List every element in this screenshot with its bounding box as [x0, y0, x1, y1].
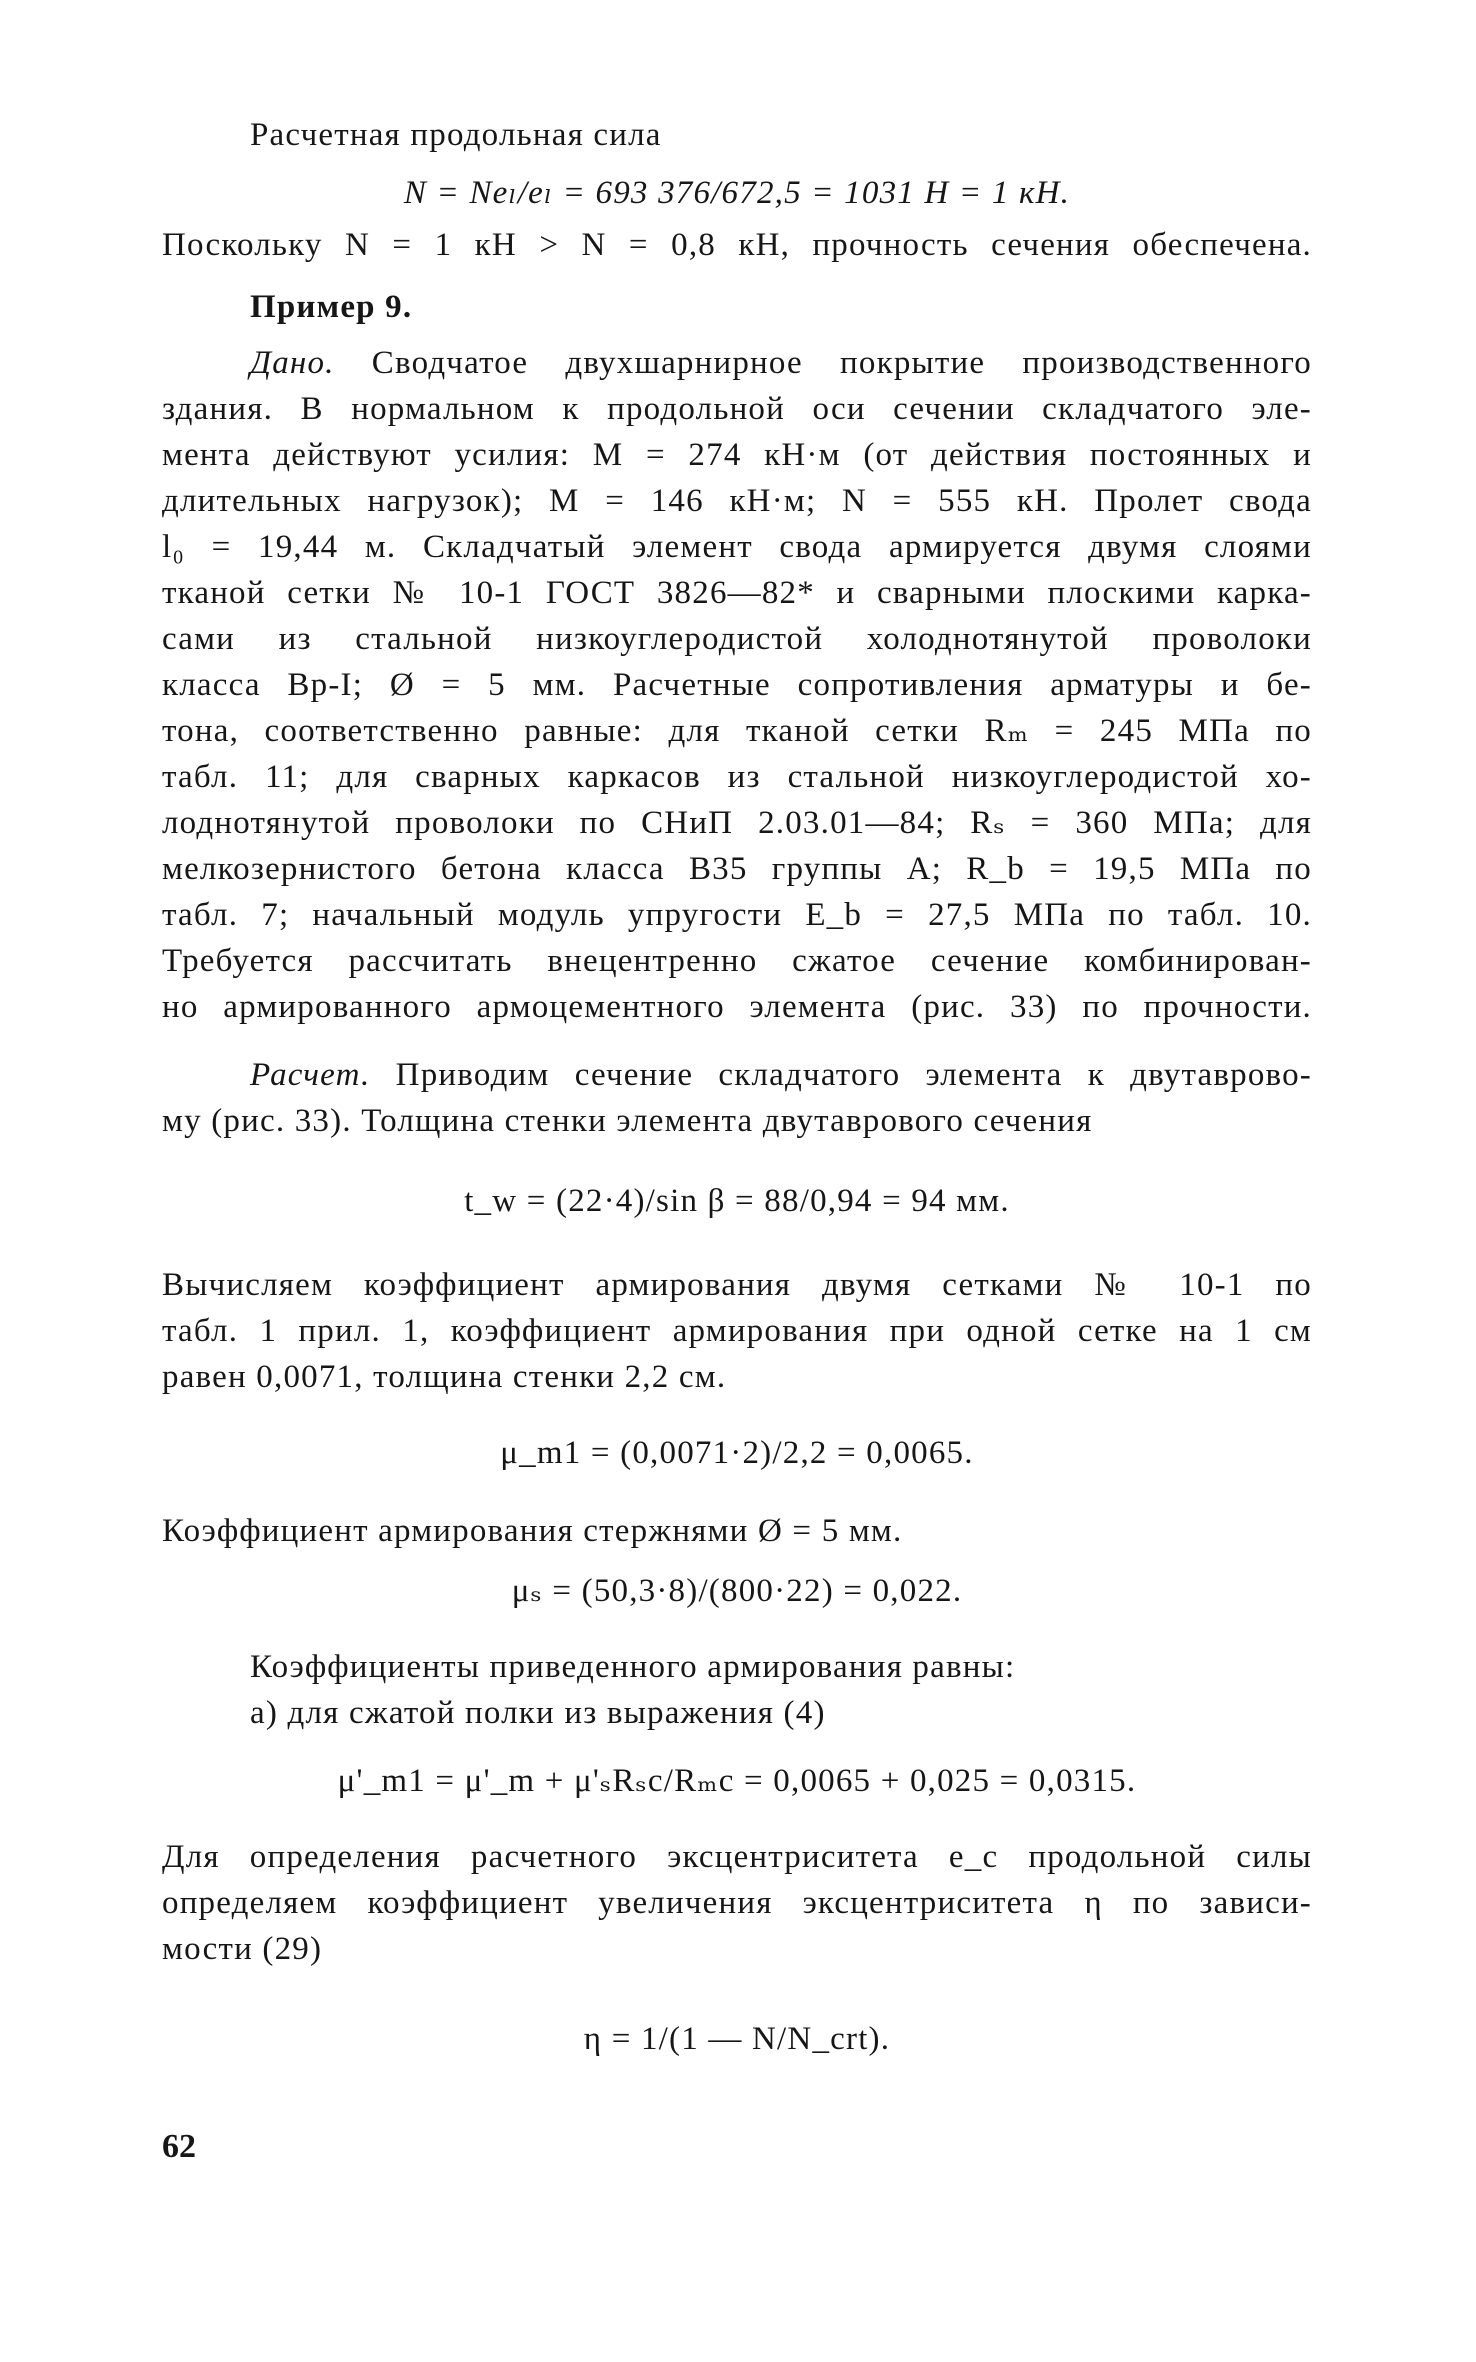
text-line: мости (29) [162, 1931, 323, 1967]
text-line [250, 340, 1312, 386]
text-line: класса Вр-I; Ø = 5 мм. Расчетные сопротивления арматуры и бе- [162, 667, 1312, 703]
text-line: лоднотянутой проволоки по СНиП 2.03.01—84; Rₛ = 360 МПа; для [162, 805, 1312, 841]
text-line: Требуется рассчитать внецентренно сжатое сечение комбинирован- [162, 943, 1312, 979]
text-line: определяем коэффициент увеличения эксцентриситета η по зависи- [162, 1885, 1312, 1921]
text-line: равен 0,0071, толщина стенки 2,2 см. [162, 1359, 727, 1395]
text-line: Вычисляем коэффициент армирования двумя сетками № 10-1 по [162, 1267, 1312, 1303]
text-line: а) для сжатой полки из выражения (4) [250, 1695, 826, 1731]
given-text: Сводчатое двухшарнирное покрытие производственного [334, 345, 1312, 381]
text-line: табл. 7; начальный модуль упругости E_b = 27,5 МПа по табл. 10. [162, 897, 1312, 933]
text-line: тканой сетки № 10-1 ГОСТ 3826—82* и сварными плоскими карка- [162, 575, 1312, 611]
calc-lead: Расчет. [250, 1057, 371, 1093]
text-line: му (рис. 33). Толщина стенки элемента двутаврового сечения [162, 1103, 1093, 1139]
text-line: Коэффициенты приведенного армирования равны: [250, 1649, 1016, 1685]
text-line: мелкозернистого бетона класса В35 группы А; R_b = 19,5 МПа по [162, 851, 1312, 887]
page-number: 62 [162, 2128, 196, 2165]
text-line: l₀ = 19,44 м. Складчатый элемент свода армируется двумя слоями [162, 529, 1312, 565]
equation: N = Neₗ/eₗ = 693 376/672,5 = 1031 Н = 1 кН. [403, 175, 1071, 211]
given-lead: Дано. [250, 345, 335, 381]
text-line: но армированного армоцементного элемента (рис. 33) по прочности. [162, 989, 1312, 1025]
text-line: табл. 1 прил. 1, коэффициент армирования при одной сетке на 1 см [162, 1313, 1312, 1349]
equation: μ'_m1 = μ'_m + μ'ₛRₛc/Rₘc = 0,0065 + 0,025 = 0,0315. [337, 1763, 1137, 1799]
calc-text: Приводим сечение складчатого элемента к двутаврово- [370, 1057, 1312, 1093]
text-line [250, 1052, 1312, 1098]
text-line: Поскольку N = 1 кН > N = 0,8 кН, прочность сечения обеспечена. [162, 227, 1312, 263]
text-line: здания. В нормальном к продольной оси сечении складчатого эле- [162, 391, 1312, 427]
equation: t_w = (22·4)/sin β = 88/0,94 = 94 мм. [464, 1183, 1010, 1219]
equation: μ_m1 = (0,0071·2)/2,2 = 0,0065. [500, 1435, 974, 1471]
text-line: Расчетная продольная сила [250, 117, 662, 153]
example-heading: Пример 9. [250, 289, 413, 325]
text-line: Коэффициент армирования стержнями Ø = 5 мм. [162, 1513, 903, 1549]
text-line: табл. 11; для сварных каркасов из стальной низкоуглеродистой хо- [162, 759, 1312, 795]
text-line: мента действуют усилия: M = 274 кН·м (от действия постоянных и [162, 437, 1312, 473]
text-line: сами из стальной низкоуглеродистой холоднотянутой проволоки [162, 621, 1312, 657]
text-line: длительных нагрузок); M = 146 кН·м; N = 555 кН. Пролет свода [162, 483, 1312, 519]
text-line: тона, соответственно равные: для тканой сетки Rₘ = 245 МПа по [162, 713, 1312, 749]
text-line: Для определения расчетного эксцентриситета e_c продольной силы [162, 1839, 1312, 1875]
equation: η = 1/(1 — N/N_crt). [583, 2021, 891, 2057]
equation: μₛ = (50,3·8)/(800·22) = 0,022. [511, 1573, 963, 1609]
